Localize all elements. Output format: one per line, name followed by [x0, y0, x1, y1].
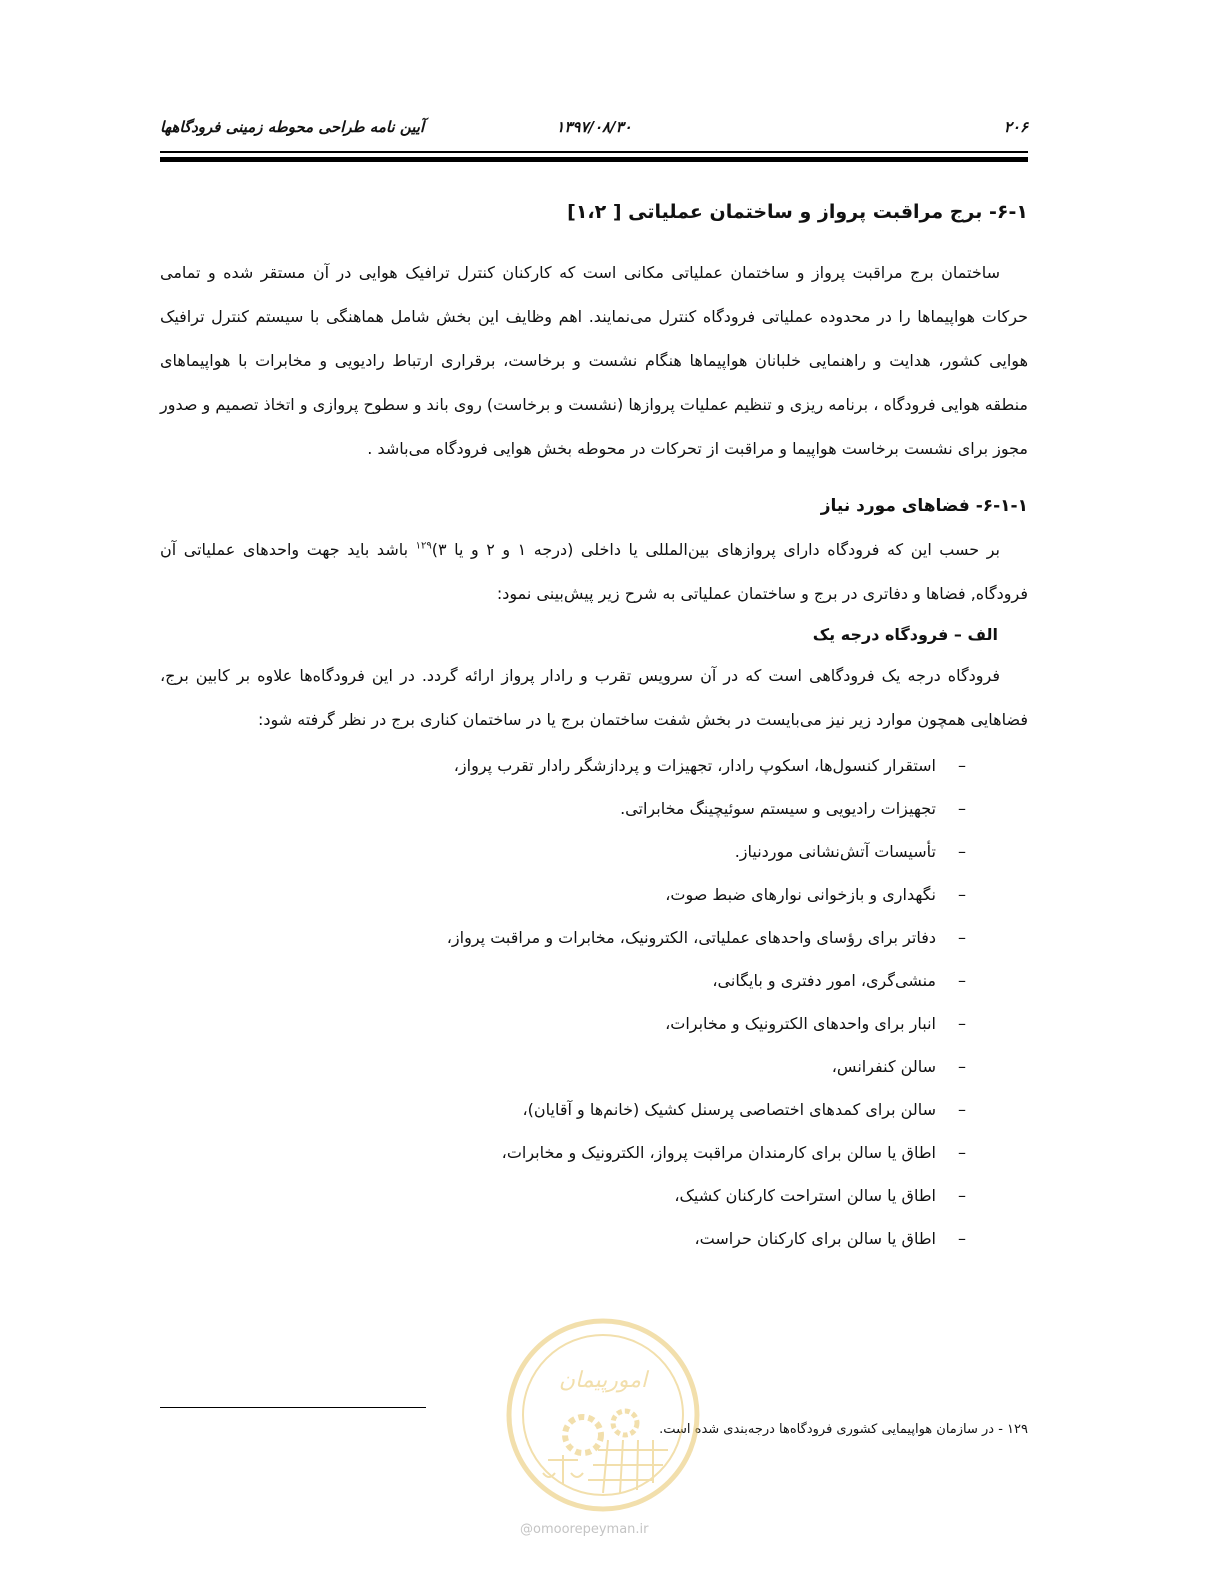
header-rule-thick — [160, 157, 1028, 162]
footnote-rule — [160, 1407, 426, 1408]
subsection-paragraph — [160, 528, 1028, 616]
grid-icon — [588, 1440, 668, 1493]
scales-icon — [543, 1455, 583, 1485]
header-date: ۱۳۹۷/۰۸/۳۰ — [556, 118, 632, 136]
list-item: – استقرار کنسول‌ها، اسکوپ رادار، تجهیزات و پردازشگر رادار تقرب پرواز، — [160, 744, 966, 787]
footnote-reference[interactable]: ۱۲۹ — [415, 540, 432, 552]
grade-one-paragraph: فرودگاه درجه یک فرودگاهی است که در آن سرویس تقرب و رادار پرواز ارائه گردد. در این فرودگاه‌ها علاوه بر کابین برج، فضاهایی همچون موارد زیر نیز می‌بایست در بخش شفت ساختمان برج یا در ساختمان کناری برج در نظر گرفته شود: — [160, 665, 1028, 729]
section-intro-paragraph: ساختمان برج مراقبت پرواز و ساختمان عملیاتی مکانی است که کارکنان کنترل ترافیک هوایی در آن مستقر شده و تمامی حرکات هواپیماها را در محدوده عملیاتی فرودگاه کنترل می‌نمایند. اهم وظایف این بخش شامل هماهنگی با سیستم کنترل ترافیک هوایی کشور، هدایت و راهنمایی خلبانان هواپیماها هنگام نشست و برخاست، برقراری ارتباط رادیویی و مخابرات با هواپیماهای منطقه هوایی فرودگاه ، برنامه ریزی و تنظیم عملیات پروازها (نشست و برخاست) روی باند و سطوح پروازی و اتخاذ تصمیم و صدور مجوز برای نشست برخاست هواپیما و مراقبت از تحرکات در محوطه بخش هوایی فرودگاه می‌باشد . — [160, 262, 1028, 458]
document-body — [160, 198, 1028, 1260]
list-item: – تجهیزات رادیویی و سیستم سوئیچینگ مخابراتی. — [160, 787, 966, 830]
watermark-inner-ring — [523, 1335, 683, 1495]
section-title: ۶-۱- برج مراقبت پرواز و ساختمان عملیاتی [ ۱،۲] — [567, 201, 1028, 223]
list-item: – اطاق یا سالن استراحت کارکنان کشیک، — [160, 1174, 966, 1217]
page-number: ۲۰۶ — [1003, 118, 1028, 136]
gear-icon — [613, 1411, 637, 1435]
required-spaces-list — [160, 744, 1028, 1260]
page-header — [160, 118, 1028, 146]
watermark-logo-text: امورپیمان — [558, 1368, 648, 1393]
list-item: – سالن برای کمدهای اختصاصی پرسنل کشیک (خانم‌ها و آقایان)، — [160, 1088, 966, 1131]
subsection-title: ۶-۱-۱- فضاهای مورد نیاز — [820, 495, 1028, 516]
watermark-site: @omoorepeyman.ir — [520, 1522, 649, 1537]
subsection-text-start: بر حسب این که فرودگاه دارای پروازهای بین‌المللی یا داخلی (درجه ۱ و ۲ و یا ۳) — [431, 539, 1000, 559]
list-item: – اطاق یا سالن برای کارمندان مراقبت پرواز، الکترونیک و مخابرات، — [160, 1131, 966, 1174]
header-rule-thin — [160, 151, 1028, 153]
subsection-text-end: باشد باید جهت واحدهای عملیاتی آن فرودگاه, فضاها و دفاتری در برج و ساختمان عملیاتی به شرح زیر پیش‌بینی نمود: — [160, 539, 1028, 603]
list-item: – سالن کنفرانس، — [160, 1045, 966, 1088]
list-item: – اطاق یا سالن برای کارکنان حراست، — [160, 1217, 966, 1260]
gear-icon — [565, 1417, 601, 1453]
watermark-logo — [503, 1315, 703, 1515]
list-item: – تأسیسات آتش‌نشانی موردنیاز. — [160, 830, 966, 873]
list-item: – دفاتر برای رؤسای واحدهای عملیاتی، الکترونیک، مخابرات و مراقبت پرواز، — [160, 916, 966, 959]
grade-one-heading: الف – فرودگاه درجه یک — [812, 624, 998, 644]
list-item: – نگهداری و بازخوانی نوارهای ضبط صوت، — [160, 873, 966, 916]
list-item: – انبار برای واحدهای الکترونیک و مخابرات، — [160, 1002, 966, 1045]
footnote: ۱۲۹ - در سازمان هواپیمایی کشوری فرودگاه‌ها درجه‌بندی شده است. — [659, 1422, 1028, 1437]
list-item: – منشی‌گری، امور دفتری و بایگانی، — [160, 959, 966, 1002]
document-title: آیین نامه طراحی محوطه زمینی فرودگاهها — [160, 118, 425, 136]
